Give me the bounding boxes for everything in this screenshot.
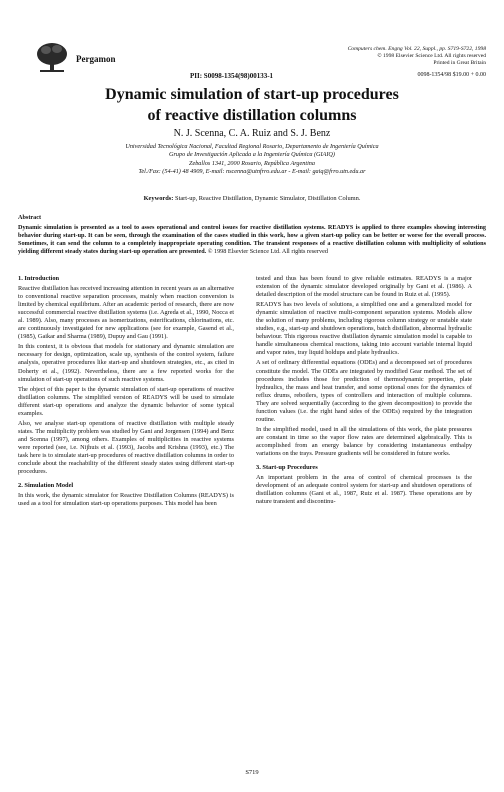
issn-price: 0098-1354/98 $19.00 + 0.00 [417, 72, 486, 78]
paragraph: In the simplified model, used in all the simulations of this work, the plate pressures are constant in time so the vapor flow rates are determined algebraically. This is accomplished from an energy balance by considering instantaneous enthalpy variations on the trays. Pressure gradients will be considered in future works. [256, 425, 472, 457]
journal-line-2: © 1998 Elsevier Science Ltd. All rights reserved [377, 53, 486, 59]
section-heading-introduction: 1. Introduction [18, 275, 60, 282]
section-heading-start-up-procedures: 3. Start-up Procedures [256, 464, 318, 472]
pergamon-tree-logo-icon [30, 40, 74, 74]
left-column [18, 275, 234, 510]
keywords-text: Start-up, Reactive Distillation, Dynamic Simulator, Distillation Column. [175, 195, 361, 202]
pii-identifier: PII: S0098-1354(98)00133-1 [190, 72, 274, 80]
affiliation [10, 143, 494, 177]
keywords-label: Keywords: [143, 195, 174, 202]
paper-title [10, 84, 494, 126]
title-line-2: of reactive distillation columns [147, 107, 357, 124]
paragraph: In this work, the dynamic simulator for Reactive Distillation Columns (READYS) is used as a tool for simulation start-up operations purposes. This model has been [18, 492, 234, 508]
paragraph: READYS has two levels of solutions, a simplified one and a generalized model for dynamic simulation of reactive multi-component separation systems. Models allow the solution of many problems, including rigorous column strategy or unstable state studies, e.g., start-up and shutdown operations, batch distillation, abnormal hydraulic behaviour. This rigorous reactive distillation dynamic simulation model is capable to handle simultaneous chemical reactions, taking into account variable internal liquid and vapor rates, tray liquid holdups and plate hydraulics. [256, 301, 472, 357]
affiliation-line: Universidad Tecnológica Nacional, Facultad Regional Rosario, Departamento de Ingeniería Química [125, 143, 379, 150]
page-number: S719 [245, 769, 259, 776]
affiliation-line: Grupo de Investigación Aplicada a la Ingeniería Química (GIAIQ) [169, 151, 335, 159]
affiliation-line: Zeballos 1341, 2000 Rosario, República Argentina [189, 159, 315, 167]
paragraph: Also, we analyse start-up operations of reactive distillation with multiple steady states. The multiplicity problem was studied by Gani and Jorgensen (1994) and Benz and Scenna (1997), among others. Examples of multiplicities in reactive systems were reported (see, i.e. Nijhuis et al. (1993), Jacobs and Krishna (1993), etc.) The task here is to simulate start-up procedures of reactive distillation columns in order to conclude about the reachability of the different steady states using different start-up procedures. [18, 419, 234, 476]
abstract-text: Dynamic simulation is presented as a tool to asses operational and control issues for reactive distillation systems. READYS is applied to three examples showing interesting behavior during start-up. It can be seen, through the examination of the cases studied in this work, how a given start-up policy can be better or worse for the overall process. Sometimes, it can send the column to a completely inappropriate operating condition. The transient responses of a reactive distillation column with multiplicity of solutions yielding different steady states during start-up operation are presented. [18, 224, 486, 256]
paragraph: In this context, it is obvious that models for stationary and dynamic simulation are necessary for design, optimization, scale up, synthesis of the control system, failure analysis, operative procedures like start-up and shutdown strategies, etc., as cited in Doherty et al., (1992). Nevertheless, there are a few reported works for the simulation of start-up operations of such reactive systems. [18, 343, 234, 383]
paragraph: Reactive distillation has received increasing attention in recent years as an alternative to conventional reactive separation processes, mainly when reaction conversion is limited by chemical equilibrium. After an academic period of research, there are now successful commercial reactive distillation systems (i.e. Agreda et al., 1990, Nocca et al. 1989). Also, many processes as isomerizations, esterifications, chlorinations, etc. are continuously investigated for new applications (see for example, Gasend et al., (1985), Gaikar and Sharma (1989), Dupuy and Gau (1991). [18, 285, 234, 341]
paragraph: An important problem in the area of control of chemical processes is the development of an adequate control system for start-up and shutdown operations of distillation columns (Gani et al., 1987, Ruiz et al. 1987). These operations are by nature transient and discontinu- [256, 474, 472, 506]
paragraph: The object of this paper is the dynamic simulation of start-up operations of reactive distillation columns. The simplified version of READYS will be used to simulate different start-up operations and analyze the dynamic behavior of some typical examples. [18, 385, 234, 417]
title-line-1: Dynamic simulation of start-up procedures [105, 86, 399, 103]
paragraph: A set of ordinary differential equations (ODEs) and a decomposed set of procedures constitute the model. The ODEs are integrated by modified Gear method. The set of procedures includes those for prediction of thermodynamic properties, plate hydraulics, the mass and heat transfer, and some optional ones for the dynamics of reflux drums, reboilers, types of controllers and interaction of multiple columns. They are solved sequentially (according to the given decomposition) to provide the function values (i.e. the right hand sides of the ODEs) required by the integration routine. [256, 359, 472, 423]
section-heading-simulation-model: 2. Simulation Model [18, 482, 74, 490]
abstract [18, 214, 486, 256]
abstract-heading: Abstract [18, 214, 42, 221]
right-column [256, 275, 472, 508]
journal-line-1: Computers chem. Engng Vol. 22, Suppl., pp. S719-S722, 1998 [347, 46, 486, 52]
paragraph: tested and thus has been found to give reliable estimates. READYS is a major extension of the dynamic simulator developed originally by Gani et al. (1986). A detailed description of the model structure can be found in Ruiz et al. (1995). [256, 275, 472, 299]
abstract-copyright: © 1998 Elsevier Science Ltd. All rights reserved [207, 248, 328, 256]
keywords [10, 195, 494, 202]
abstract-body [18, 224, 486, 256]
journal-citation [348, 46, 486, 67]
affiliation-line: Tel./Fax: (54-41) 48 4909, E-mail: nscenna@utnfrro.edu.ar - E-mail: gaiq@frro.utn.edu.ar [138, 168, 366, 176]
journal-line-3: Printed in Great Britain [433, 60, 486, 66]
authors: N. J. Scenna, C. A. Ruiz and S. J. Benz [173, 128, 331, 139]
publisher-name: Pergamon [76, 54, 116, 64]
